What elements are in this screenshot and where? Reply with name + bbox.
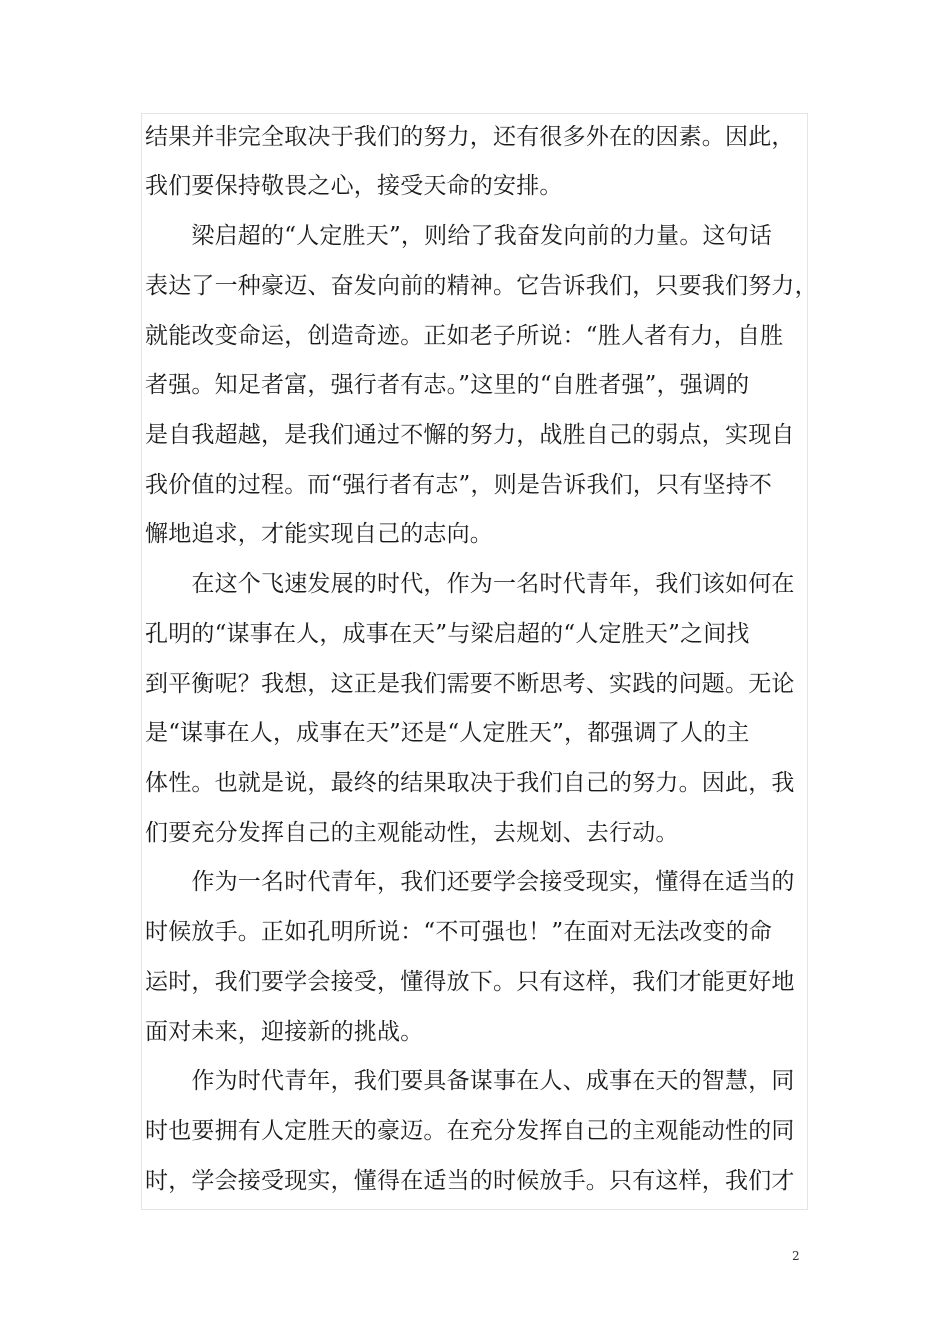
text-line: 到平衡呢？我想，这正是我们需要不断思考、实践的问题。无论 <box>145 671 795 697</box>
text-line: 们要充分发挥自己的主观能动性，去规划、去行动。 <box>145 820 679 846</box>
text-line: 运时，我们要学会接受，懂得放下。只有这样，我们才能更好地 <box>145 969 795 995</box>
text-line: 孔明的“谋事在人，成事在天”与梁启超的“人定胜天”之间找 <box>145 621 750 647</box>
text-line: 我们要保持敬畏之心，接受天命的安排。 <box>145 173 563 199</box>
text-line: 时，学会接受现实，懂得在适当的时候放手。只有这样，我们才 <box>145 1168 795 1194</box>
text-line: 表达了一种豪迈、奋发向前的精神。它告诉我们，只要我们努力， <box>145 273 818 299</box>
text-line: 作为时代青年，我们要具备谋事在人、成事在天的智慧，同 <box>145 1068 795 1094</box>
text-line: 结果并非完全取决于我们的努力，还有很多外在的因素。因此， <box>145 124 795 150</box>
text-line: 是自我超越，是我们通过不懈的努力，战胜自己的弱点，实现自 <box>145 422 795 448</box>
text-line: 在这个飞速发展的时代，作为一名时代青年，我们该如何在 <box>145 571 795 597</box>
text-line: 者强。知足者富，强行者有志。”这里的“自胜者强”，强调的 <box>145 372 750 398</box>
text-line: 是“谋事在人，成事在天”还是“人定胜天”，都强调了人的主 <box>145 720 750 746</box>
text-line: 就能改变命运，创造奇迹。正如老子所说：“胜人者有力，自胜 <box>145 323 784 349</box>
text-line: 体性。也就是说，最终的结果取决于我们自己的努力。因此，我 <box>145 770 795 796</box>
text-line: 面对未来，迎接新的挑战。 <box>145 1019 424 1045</box>
text-line: 作为一名时代青年，我们还要学会接受现实，懂得在适当的 <box>145 869 795 895</box>
text-line: 梁启超的“人定胜天”，则给了我奋发向前的力量。这句话 <box>145 223 773 249</box>
text-line: 懈地追求，才能实现自己的志向。 <box>145 521 493 547</box>
text-line: 时候放手。正如孔明所说：“不可强也！”在面对无法改变的命 <box>145 919 773 945</box>
text-line: 时也要拥有人定胜天的豪迈。在充分发挥自己的主观能动性的同 <box>145 1118 795 1144</box>
page-number: 2 <box>792 1249 800 1263</box>
text-line: 我价值的过程。而“强行者有志”，则是告诉我们，只有坚持不 <box>145 472 773 498</box>
